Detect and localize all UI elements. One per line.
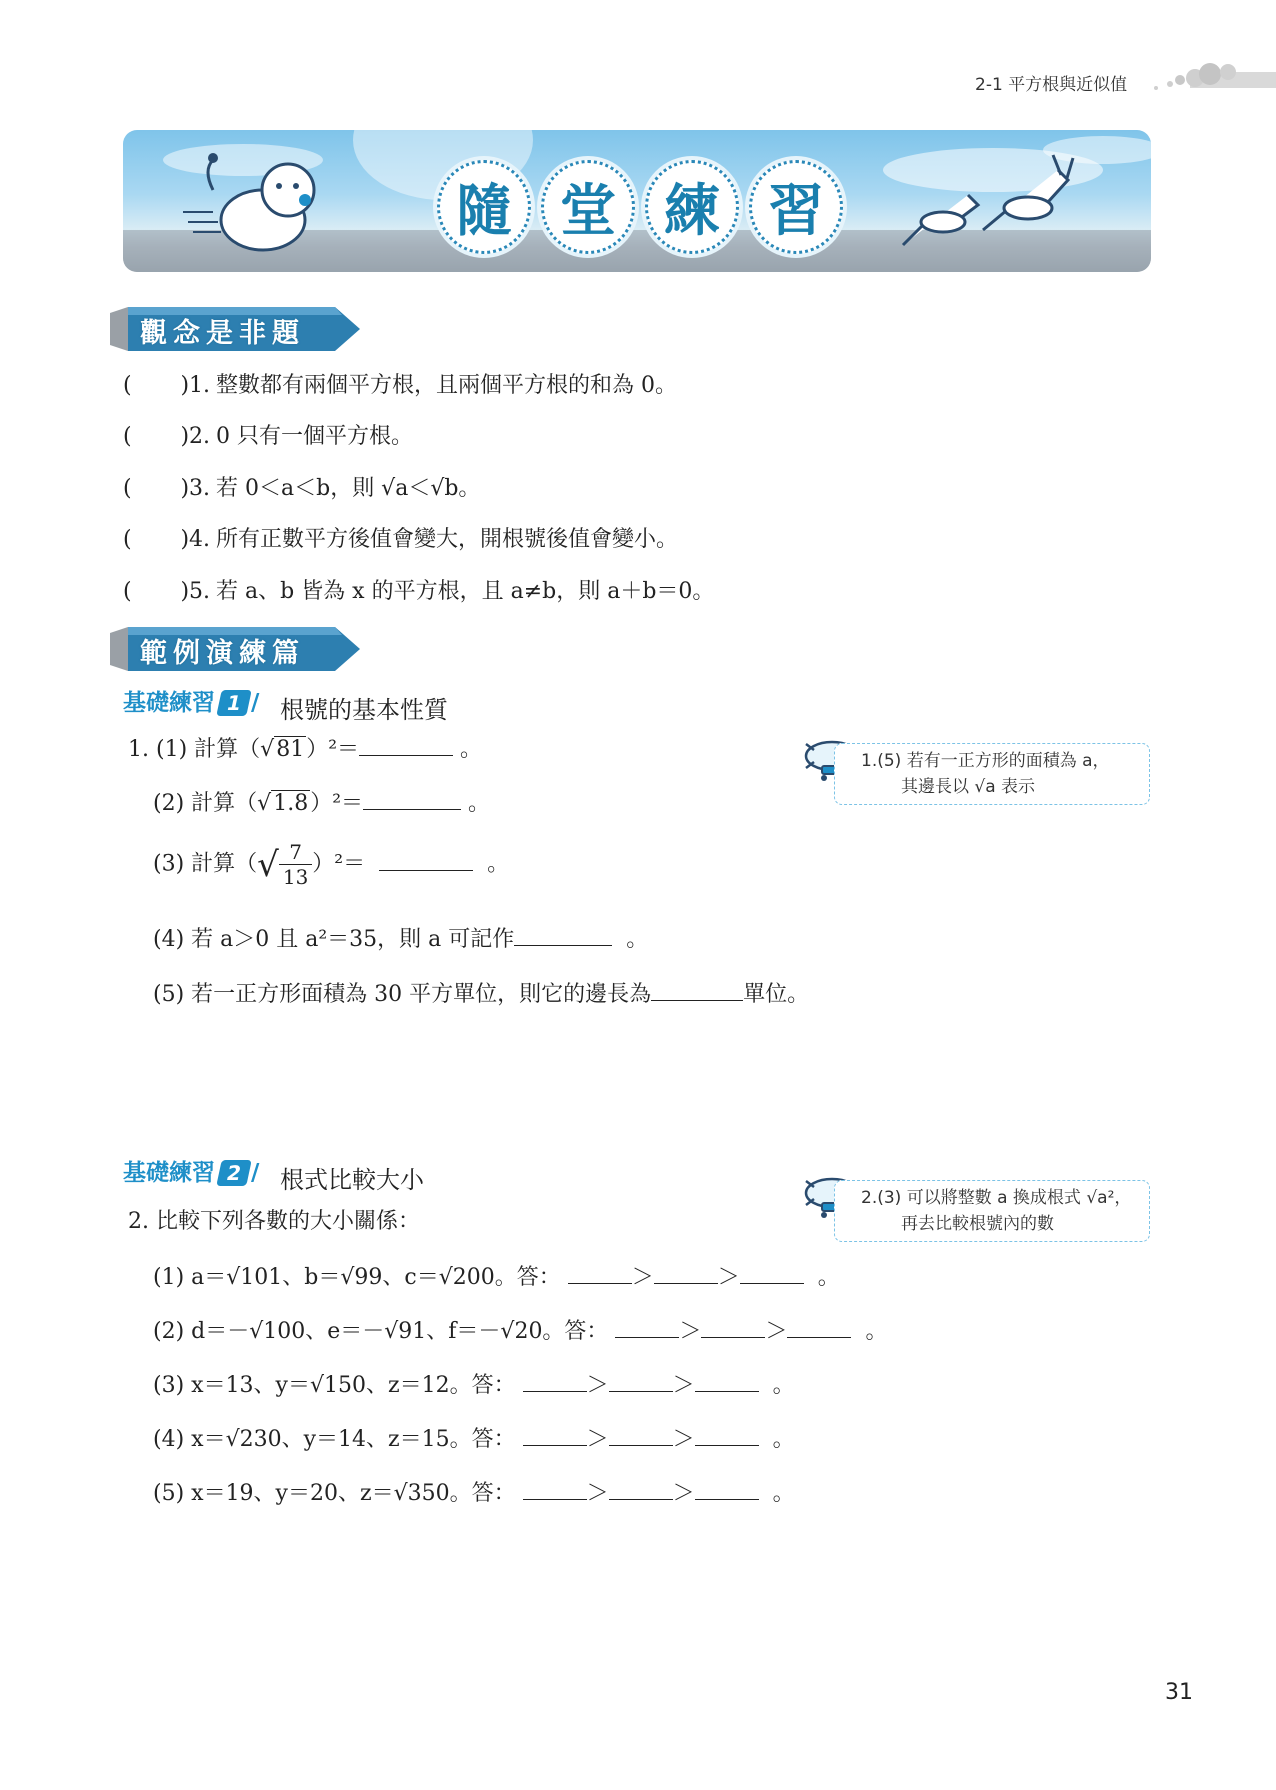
running-header: 2-1 平方根與近似值 — [975, 75, 1128, 95]
answer-blank[interactable] — [654, 1261, 718, 1284]
example-section-title: 範例演練篇 — [140, 638, 305, 669]
example-section-ribbon — [110, 627, 360, 671]
practice1-number-badge: 1 — [216, 690, 252, 716]
question-1-3: (3) 計算（√ $\frac{7}{13}$ ）²＝ 。 — [153, 840, 510, 889]
sqrt-symbol: √81 — [260, 737, 305, 762]
banner-title-char-2: 堂 — [541, 160, 635, 254]
answer-blank[interactable] — [615, 1315, 679, 1338]
tf-item: ( )3. 若 0＜a＜b，則 √a＜√b。 — [123, 476, 481, 501]
sqrt-symbol: √ — [257, 844, 279, 885]
question-2-3: (3) x＝13、y＝√150、z＝12。答： ＞ ＞ 。 — [153, 1368, 795, 1399]
question-1-2: (2) 計算（√1.8）²＝ 。 — [153, 786, 490, 817]
answer-blank[interactable] — [695, 1423, 759, 1446]
question-2-4: (4) x＝√230、y＝14、z＝15。答： ＞ ＞ 。 — [153, 1422, 795, 1453]
answer-blank[interactable] — [609, 1423, 673, 1446]
question-2-2: (2) d＝－√100、e＝－√91、f＝－√20。答： ＞ ＞ 。 — [153, 1314, 887, 1345]
tf-item: ( )4. 所有正數平方後值會變大，開根號後值會變小。 — [123, 527, 679, 552]
answer-blank[interactable] — [379, 848, 473, 871]
answer-blank[interactable] — [514, 923, 612, 946]
question-1-1: 1. (1) 計算（√81）²＝ 。 — [128, 732, 482, 763]
header-decoration — [1150, 60, 1276, 100]
sqrt-symbol: √1.8 — [257, 791, 309, 816]
banner-title-char-3: 練 — [645, 160, 739, 254]
answer-blank[interactable] — [695, 1369, 759, 1392]
answer-blank[interactable] — [609, 1477, 673, 1500]
concept-section-title: 觀念是非題 — [140, 318, 305, 349]
answer-blank[interactable] — [363, 787, 461, 810]
hint-box-2: 2.(3) 可以將整數 a 換成根式 √a²， 再去比較根號內的數 — [834, 1180, 1150, 1242]
tf-item: ( )1. 整數都有兩個平方根，且兩個平方根的和為 0。 — [123, 373, 677, 398]
gazelle-icon — [883, 150, 1083, 260]
question-2-5: (5) x＝19、y＝20、z＝√350。答： ＞ ＞ 。 — [153, 1476, 795, 1507]
answer-blank[interactable] — [787, 1315, 851, 1338]
lion-mascot-icon — [183, 150, 333, 260]
answer-paren: ( ) — [123, 527, 190, 552]
practice1-title: 根號的基本性質 — [280, 696, 448, 724]
practice2-number-badge: 2 — [216, 1160, 252, 1186]
answer-paren: ( ) — [123, 424, 190, 449]
banner-title-char-4: 習 — [749, 160, 843, 254]
answer-paren: ( ) — [123, 373, 190, 398]
question-1-4: (4) 若 a＞0 且 a²＝35，則 a 可記作 。 — [153, 922, 648, 953]
tf-item: ( )2. 0 只有一個平方根。 — [123, 424, 413, 449]
answer-paren: ( ) — [123, 579, 190, 604]
page-number: 31 — [1165, 1680, 1193, 1705]
concept-section-ribbon — [110, 307, 360, 351]
question-1-5: (5) 若一正方形面積為 30 平方單位，則它的邊長為 單位。 — [153, 977, 809, 1008]
practice2-label: 基礎練習 2 / — [123, 1160, 260, 1186]
answer-blank[interactable] — [651, 978, 743, 1001]
banner — [123, 130, 1151, 272]
answer-blank[interactable] — [695, 1477, 759, 1500]
answer-blank[interactable] — [523, 1423, 587, 1446]
hint-box-1: 1.(5) 若有一正方形的面積為 a， 其邊長以 √a 表示 — [834, 743, 1150, 805]
practice2-title: 根式比較大小 — [280, 1166, 424, 1194]
answer-blank[interactable] — [359, 733, 453, 756]
tf-item: ( )5. 若 a、b 皆為 x 的平方根，且 a≠b，則 a＋b＝0。 — [123, 579, 715, 604]
answer-paren: ( ) — [123, 476, 190, 501]
answer-blank[interactable] — [523, 1477, 587, 1500]
answer-blank[interactable] — [568, 1261, 632, 1284]
practice1-label: 基礎練習 1 / — [123, 690, 260, 716]
fraction: $\frac{7}{13}$ — [279, 840, 312, 889]
answer-blank[interactable] — [740, 1261, 804, 1284]
answer-blank[interactable] — [523, 1369, 587, 1392]
answer-blank[interactable] — [609, 1369, 673, 1392]
question-2-1: (1) a＝√101、b＝√99、c＝√200。答： ＞ ＞ 。 — [153, 1260, 840, 1291]
banner-title-char-1: 隨 — [437, 160, 531, 254]
question-2-intro: 2. 比較下列各數的大小關係： — [128, 1209, 420, 1234]
answer-blank[interactable] — [701, 1315, 765, 1338]
